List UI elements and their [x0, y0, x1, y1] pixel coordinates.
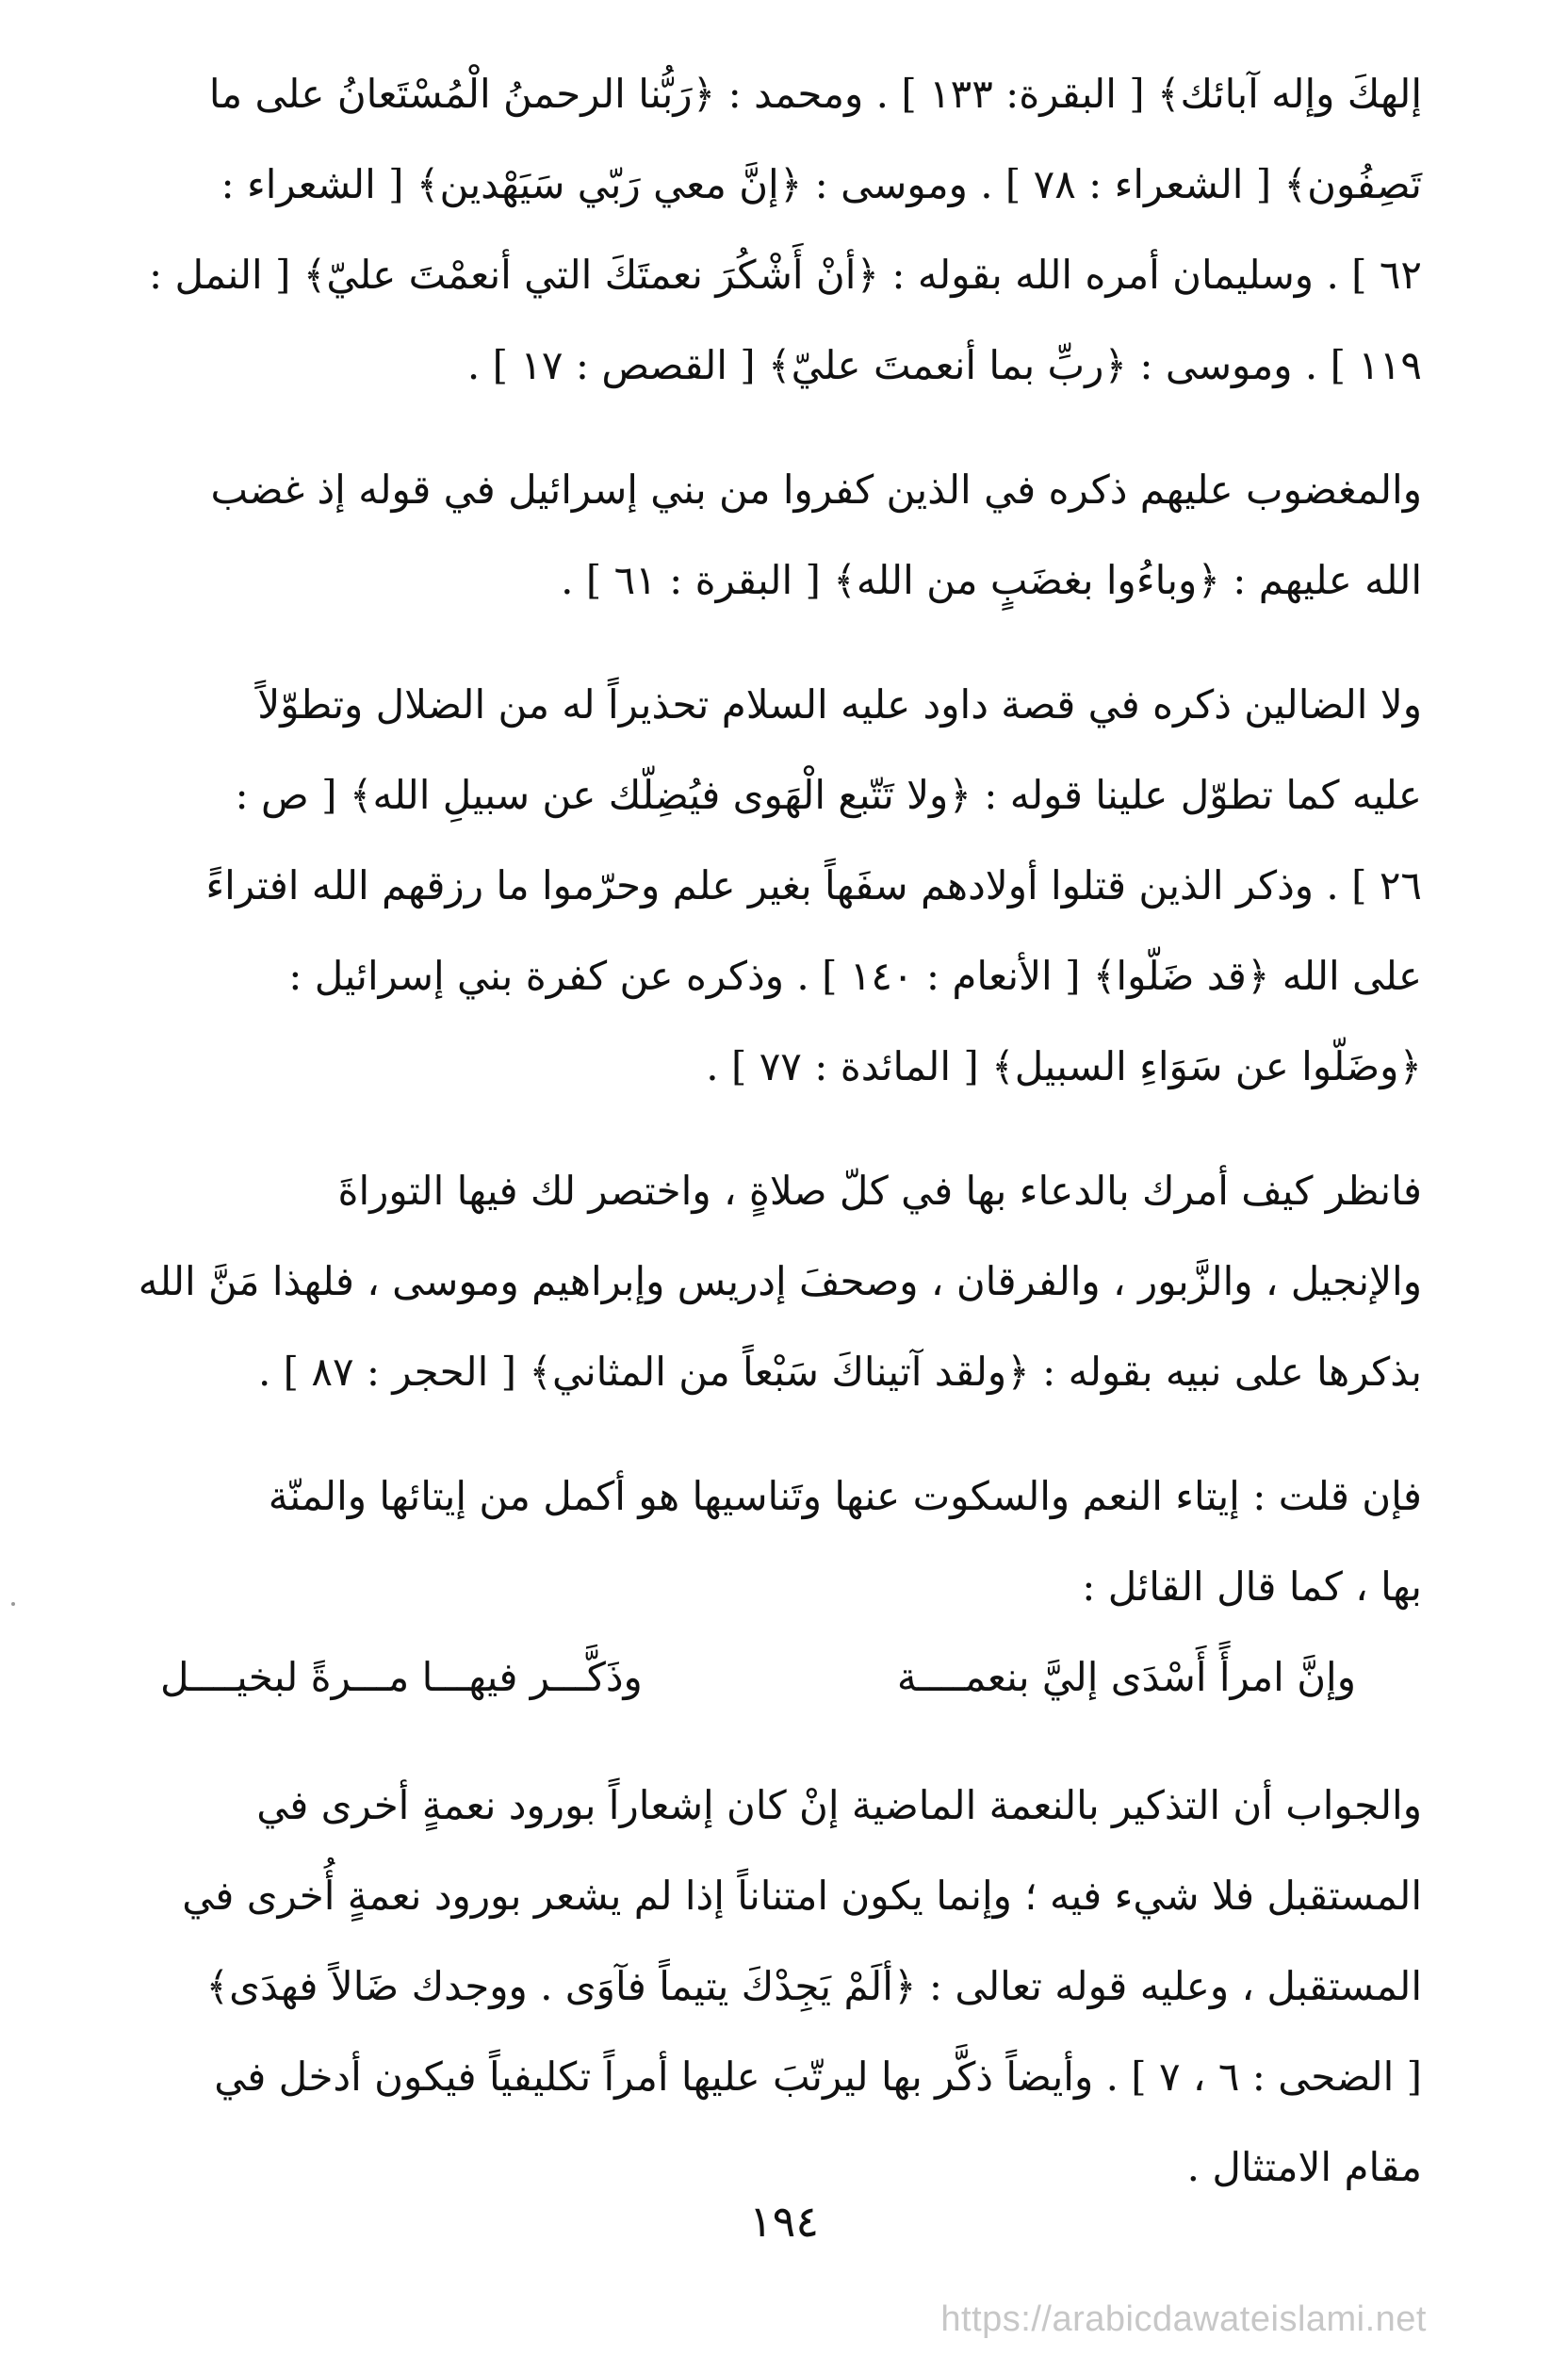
- page-number: ١٩٤: [748, 2196, 820, 2247]
- page-body: [85, 49, 1422, 2247]
- text-line: عليه كما تطوّل علينا قوله : ﴿ولا تَتّبع الْهَوى فيُضِلّك عن سبيلِ الله﴾ [ ص :: [235, 772, 1422, 818]
- text-line: إلهكَ وإله آبائك﴾ [ البقرة: ١٣٣ ] . ومحمد : ﴿رَبُّنا الرحمنُ الْمُسْتَعانُ على ما: [208, 71, 1422, 117]
- verse-second-hemistich: وذَكَّـــر فيهـــا مـــرةً لبخيــــل: [160, 1654, 643, 1700]
- text-line: الله عليهم : ﴿وباءُوا بغضَبٍ من الله﴾ [ البقرة : ٦١ ] .: [561, 557, 1422, 603]
- scan-speck: [11, 1602, 15, 1606]
- text-line: مقام الامتثال .: [1186, 2144, 1422, 2190]
- verse-first-hemistich: وإنَّ امرأً أَسْدَى إليَّ بنعمــــة: [896, 1654, 1356, 1700]
- text-line: تَصِفُون﴾ [ الشعراء : ٧٨ ] . وموسى : ﴿إنَّ معي رَبّي سَيَهْدين﴾ [ الشعراء :: [220, 161, 1422, 207]
- text-line: المستقبل فلا شيء فيه ؛ وإنما يكون امتناناً إذا لم يشعر بورود نعمةٍ أُخرى في: [182, 1873, 1422, 1919]
- poetry-verse: [85, 1632, 1422, 1723]
- paragraph-names-of-prophets: [85, 49, 1422, 411]
- text-line: والإنجيل ، والزَّبور ، والفرقان ، وصحفَ إدريس وإبراهيم وموسى ، فلهذا مَنَّ الله: [138, 1258, 1422, 1304]
- text-line: فإن قلت : إيتاء النعم والسكوت عنها وتَناسيها هو أكمل من إيتائها والمنّة: [268, 1473, 1422, 1519]
- text-line: ولا الضالين ذكره في قصة داود عليه السلام تحذيراً له من الضلال وتطوّلاً: [257, 681, 1422, 728]
- text-line: والجواب أن التذكير بالنعمة الماضية إنْ كان إشعاراً بورود نعمةٍ أخرى في: [256, 1782, 1422, 1828]
- paragraph-dua: [85, 1146, 1422, 1417]
- text-line: بها ، كما قال القائل :: [1082, 1563, 1422, 1610]
- paragraph-dallin: [85, 660, 1422, 1112]
- text-line: والمغضوب عليهم ذكره في الذين كفروا من بني إسرائيل في قوله إذ غضب: [210, 466, 1422, 513]
- text-line: على الله ﴿قد ضَلّوا﴾ [ الأنعام : ١٤٠ ] . وذكره عن كفرة بني إسرائيل :: [288, 953, 1422, 999]
- text-line: ﴿وضَلّوا عن سَوَاءِ السبيل﴾ [ المائدة : ٧٧ ] .: [706, 1043, 1422, 1089]
- text-line: فانظر كيف أمرك بالدعاء بها في كلّ صلاةٍ ، واختصر لك فيها التوراةَ: [337, 1168, 1422, 1214]
- watermark-url: https://arabicdawateislami.net: [940, 2299, 1427, 2339]
- text-line: ٢٦ ] . وذكر الذين قتلوا أولادهم سفَهاً بغير علم وحرّموا ما رزقهم الله افتراءً: [205, 862, 1422, 908]
- text-line: [ الضحى : ٦ ، ٧ ] . وأيضاً ذكَّر بها ليرتّبَ عليها أمراً تكليفياً فيكون أدخل في: [214, 2053, 1422, 2100]
- text-line: بذكرها على نبيه بقوله : ﴿ولقد آتيناكَ سَبْعاً من المثاني﴾ [ الحجر : ٨٧ ] .: [257, 1349, 1422, 1395]
- text-line: ١١٩ ] . وموسى : ﴿ربِّ بما أنعمتَ عليّ﴾ [ القصص : ١٧ ] .: [466, 342, 1422, 388]
- paragraph-question: [85, 1451, 1422, 1632]
- text-line: المستقبل ، وعليه قوله تعالى : ﴿ألَمْ يَجِدْكَ يتيماً فآوَى . ووجدك ضَالاً فهدَى﴾: [205, 1963, 1422, 2009]
- paragraph-answer: [85, 1760, 1422, 2213]
- text-line: ٦٢ ] . وسليمان أمره الله بقوله : ﴿أنْ أَشْكُرَ نعمتَكَ التي أنعمْتَ عليّ﴾ [ النمل :: [148, 252, 1422, 298]
- paragraph-maghdub: [85, 445, 1422, 626]
